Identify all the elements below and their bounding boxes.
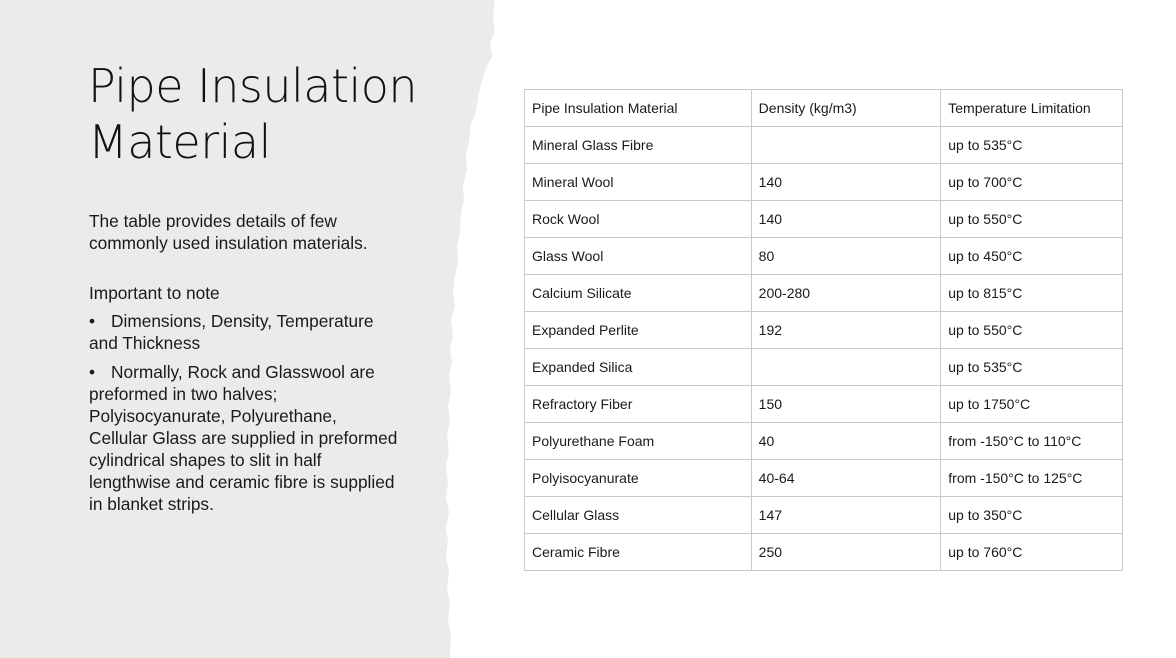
table-row [525,312,1123,349]
cell-material: Mineral Wool [525,164,752,201]
table-row [525,238,1123,275]
cell-density: 40 [751,423,941,460]
cell-material: Polyurethane Foam [525,423,752,460]
cell-temperature: from -150°C to 125°C [941,460,1123,497]
table-row [525,127,1123,164]
column-header-density: Density (kg/m3) [751,90,941,127]
table-header-row [525,90,1123,127]
table-row [525,497,1123,534]
cell-density: 150 [751,386,941,423]
cell-temperature: up to 700°C [941,164,1123,201]
cell-material: Ceramic Fibre [525,534,752,571]
cell-temperature: up to 760°C [941,534,1123,571]
intro-text: The table provides details of few commonly used insulation materials. [89,211,368,253]
note-heading: Important to note [89,283,220,303]
cell-temperature: up to 550°C [941,312,1123,349]
table-row [525,423,1123,460]
table-row [525,386,1123,423]
cell-material: Polyisocyanurate [525,460,752,497]
cell-material: Refractory Fiber [525,386,752,423]
cell-temperature: up to 450°C [941,238,1123,275]
cell-material: Rock Wool [525,201,752,238]
cell-density: 140 [751,164,941,201]
cell-material: Cellular Glass [525,497,752,534]
table-row [525,164,1123,201]
insulation-table [524,89,1123,571]
cell-material: Expanded Silica [525,349,752,386]
table-row [525,349,1123,386]
cell-density: 250 [751,534,941,571]
cell-density: 147 [751,497,941,534]
bullet-text: Dimensions, Density, Temperature and Thickness [89,311,374,353]
cell-temperature: up to 350°C [941,497,1123,534]
bullet-icon: • [89,311,96,331]
cell-density: 80 [751,238,941,275]
cell-temperature: up to 535°C [941,349,1123,386]
cell-density: 200-280 [751,275,941,312]
cell-material: Calcium Silicate [525,275,752,312]
cell-density [751,127,941,164]
cell-material: Expanded Perlite [525,312,752,349]
cell-temperature: up to 535°C [941,127,1123,164]
column-header-temperature: Temperature Limitation [941,90,1123,127]
cell-density: 40-64 [751,460,941,497]
bullet-item [89,310,399,354]
cell-material: Mineral Glass Fibre [525,127,752,164]
column-header-material: Pipe Insulation Material [525,90,752,127]
cell-density [751,349,941,386]
cell-temperature: up to 815°C [941,275,1123,312]
cell-density: 192 [751,312,941,349]
cell-temperature: up to 1750°C [941,386,1123,423]
cell-material: Glass Wool [525,238,752,275]
table-row [525,534,1123,571]
page-title: Pipe Insulation Material [88,59,418,169]
cell-temperature: from -150°C to 110°C [941,423,1123,460]
table-row [525,275,1123,312]
bullet-icon: • [89,362,96,382]
table-row [525,460,1123,497]
cell-density: 140 [751,201,941,238]
description-block [89,210,399,522]
bullet-text: Normally, Rock and Glasswool are preformed in two halves; Polyisocyanurate, Polyurethane, Cellular Glass are supplied in preformed cylindrical shapes to slit in half lengthwise and ceramic fibre is supplied in blanket strips. [89,362,398,514]
cell-temperature: up to 550°C [941,201,1123,238]
table-row [525,201,1123,238]
bullet-item [89,361,399,515]
